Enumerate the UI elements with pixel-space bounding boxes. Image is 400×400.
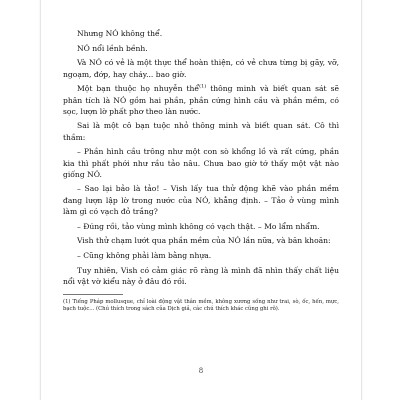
paragraph: Nhưng NÓ không thể.: [77, 29, 163, 38]
paragraph: Một bạn thuộc họ nhuyễn thể$^{(1)}$ thông minh và biết quan sát sẽ phân tích là NÓ gồm hai phần, phần cứng hình cầu và phần mềm, có sọc, lượn lờ phất phơ theo làn nước.: [63, 83, 339, 116]
page-content: [63, 28, 339, 317]
paragraph: Vish thử chạm lướt qua phần mềm của NÓ lần nữa, và băn khoăn:: [77, 236, 331, 246]
paragraph: Sai là một cô bạn tuộc nhỏ thông minh và biết quan sát. Cô thì thầm:: [63, 121, 339, 142]
page-number: 8: [198, 367, 204, 375]
paragraph: – Đúng rồi, tảo vùng mình không có vạch thật. – Mo lẩm nhẩm.: [77, 221, 320, 231]
paragraph: NÓ nổi lềnh bềnh.: [77, 43, 148, 53]
footnote-divider: [63, 294, 123, 295]
footnote-marker: (1): [199, 83, 207, 90]
footnote: (1) Tiếng Pháp mollusque, chỉ loài động vật thân mềm, không xương sống như trai, sò, ốc, hến, mực, bạch tuộc... (Chú thích trong sách của Dịch giả, các chú thích khác cũng ghi rõ).: [63, 299, 339, 313]
paragraph: Tuy nhiên, Vish có cảm giác rõ ràng là mình đã nhìn thấy chất liệu nổi vật vờ kiểu này ở đâu đó rồi.: [63, 265, 339, 286]
paragraph: – Sao lại bảo là tảo! – Vish lấy tua thử động khẽ vào phần mềm đang lượn lập lờ trong nước của NÓ, khẳng định. – Tảo ở vùng mình làm gì có vạch đỏ trắng?: [63, 184, 339, 216]
paragraph: – Cũng không phải làm bằng nhựa.: [77, 250, 212, 260]
book-page: [40, 0, 362, 400]
paragraph: – Phần hình cầu trông như một con sò khổng lồ và rất cứng, phần kia thì phất phới như rầu tảo nâu. Chưa bao giờ tớ thấy một vật nào giống NÓ.: [63, 147, 339, 179]
paragraph: Và NÓ có vẻ là một thực thể hoàn thiện, có vẻ chưa từng bị gãy, vỡ, ngoạm, đớp, hay cháy... bao giờ.: [63, 58, 339, 79]
